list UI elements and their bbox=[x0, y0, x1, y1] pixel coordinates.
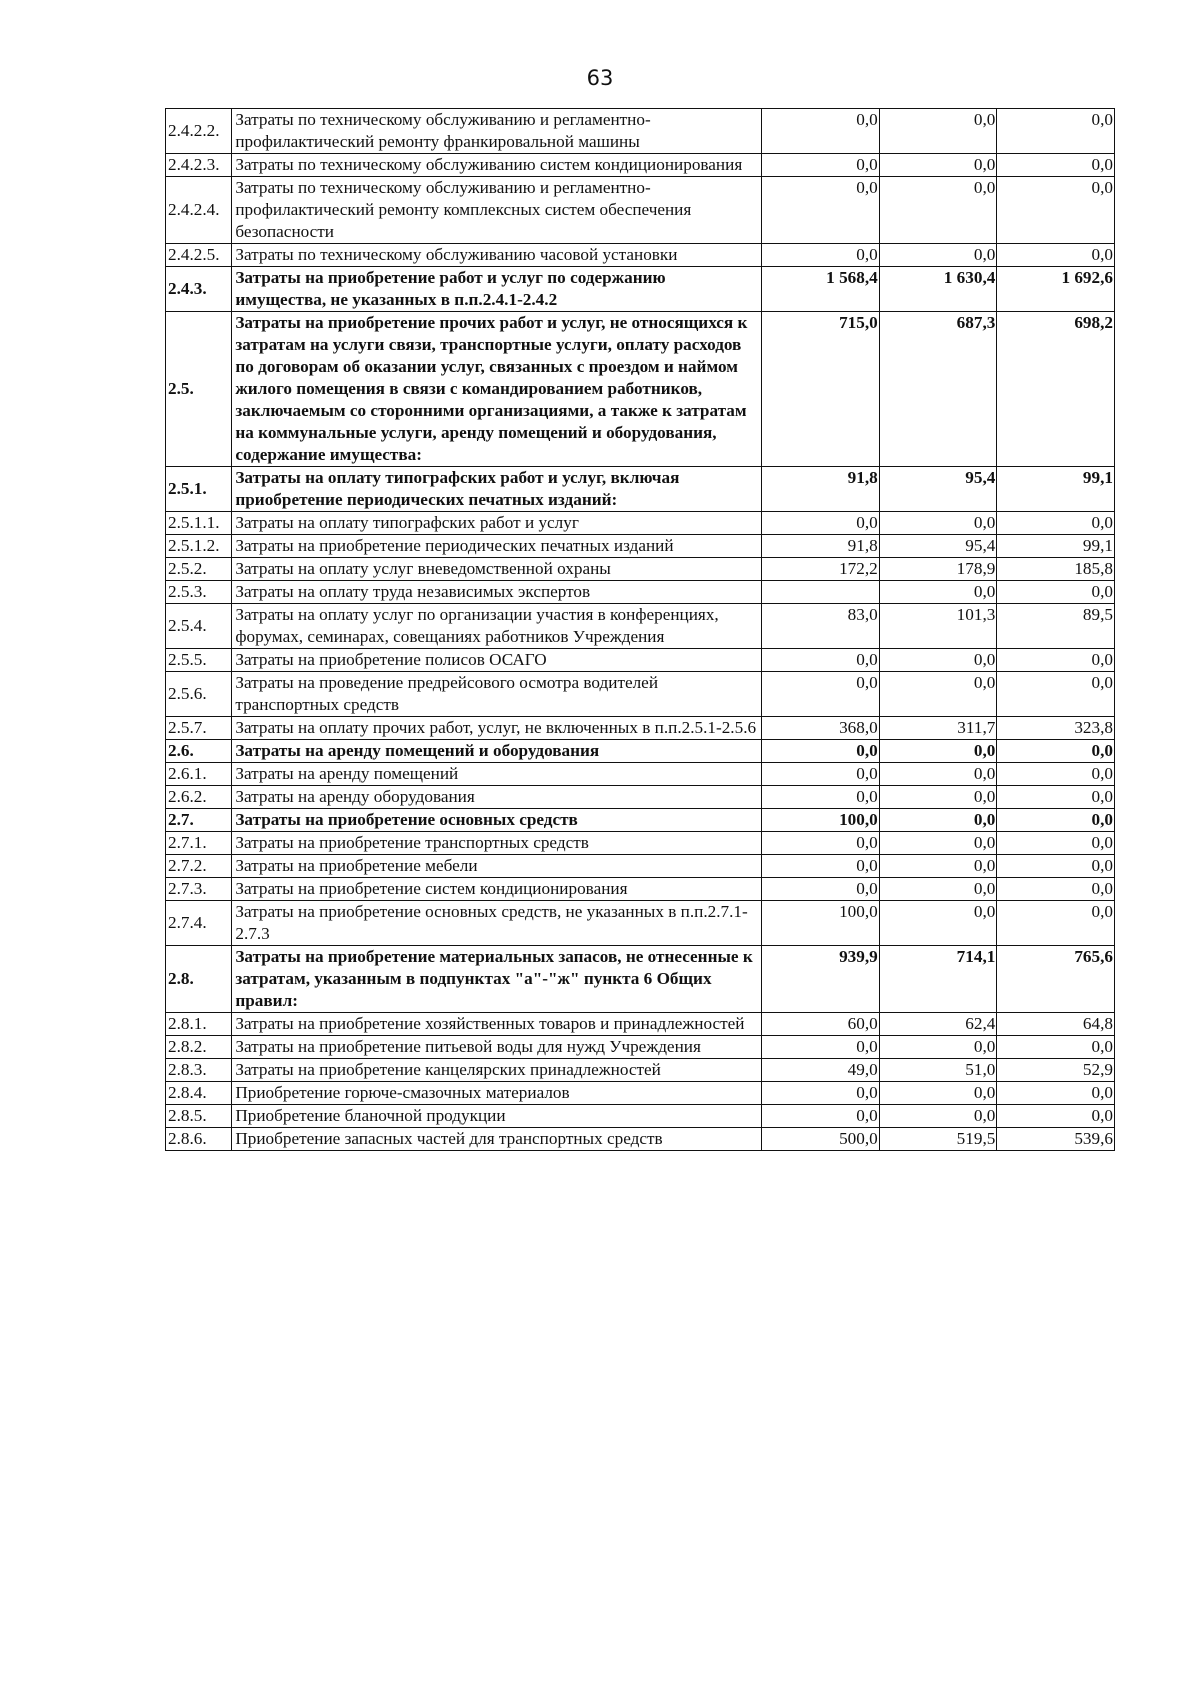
row-value-year-1: 60,0 bbox=[762, 1013, 880, 1036]
row-value-year-2: 0,0 bbox=[879, 672, 997, 717]
table-row bbox=[166, 786, 1115, 809]
table-row bbox=[166, 244, 1115, 267]
row-code: 2.8.6. bbox=[166, 1128, 232, 1151]
row-description: Затраты по техническому обслуживанию систем кондиционирования bbox=[232, 154, 762, 177]
row-description: Затраты на оплату типографских работ и услуг bbox=[232, 512, 762, 535]
row-code: 2.6.2. bbox=[166, 786, 232, 809]
row-description: Затраты на оплату услуг по организации участия в конференциях, форумах, семинарах, совещаниях работников Учреждения bbox=[232, 604, 762, 649]
row-code: 2.4.2.2. bbox=[166, 109, 232, 154]
row-code: 2.6.1. bbox=[166, 763, 232, 786]
row-description: Затраты на приобретение канцелярских принадлежностей bbox=[232, 1059, 762, 1082]
table-row bbox=[166, 535, 1115, 558]
row-description: Затраты на приобретение питьевой воды для нужд Учреждения bbox=[232, 1036, 762, 1059]
row-code: 2.6. bbox=[166, 740, 232, 763]
row-value-year-1: 1 568,4 bbox=[762, 267, 880, 312]
row-code: 2.5.3. bbox=[166, 581, 232, 604]
row-value-year-2: 0,0 bbox=[879, 581, 997, 604]
row-code: 2.4.2.5. bbox=[166, 244, 232, 267]
row-value-year-1: 0,0 bbox=[762, 512, 880, 535]
row-value-year-3: 0,0 bbox=[997, 1082, 1115, 1105]
row-code: 2.5. bbox=[166, 312, 232, 467]
row-value-year-3: 52,9 bbox=[997, 1059, 1115, 1082]
row-value-year-2: 0,0 bbox=[879, 740, 997, 763]
row-description: Затраты на приобретение мебели bbox=[232, 855, 762, 878]
row-description: Затраты на приобретение хозяйственных товаров и принадлежностей bbox=[232, 1013, 762, 1036]
table-row bbox=[166, 809, 1115, 832]
table-row bbox=[166, 558, 1115, 581]
row-value-year-1: 368,0 bbox=[762, 717, 880, 740]
row-value-year-2: 101,3 bbox=[879, 604, 997, 649]
row-value-year-2: 0,0 bbox=[879, 901, 997, 946]
table-row bbox=[166, 512, 1115, 535]
row-value-year-1: 0,0 bbox=[762, 109, 880, 154]
row-description: Затраты на приобретение периодических печатных изданий bbox=[232, 535, 762, 558]
row-value-year-2: 95,4 bbox=[879, 535, 997, 558]
row-value-year-3: 0,0 bbox=[997, 581, 1115, 604]
row-value-year-3: 89,5 bbox=[997, 604, 1115, 649]
row-value-year-2: 0,0 bbox=[879, 855, 997, 878]
row-value-year-2: 178,9 bbox=[879, 558, 997, 581]
row-value-year-3: 1 692,6 bbox=[997, 267, 1115, 312]
row-value-year-2: 311,7 bbox=[879, 717, 997, 740]
table-row bbox=[166, 763, 1115, 786]
row-value-year-1: 0,0 bbox=[762, 154, 880, 177]
table-row bbox=[166, 1013, 1115, 1036]
table-row bbox=[166, 1059, 1115, 1082]
row-value-year-3: 0,0 bbox=[997, 177, 1115, 244]
row-value-year-3: 323,8 bbox=[997, 717, 1115, 740]
page-number: 63 bbox=[586, 66, 614, 90]
row-value-year-3: 0,0 bbox=[997, 832, 1115, 855]
row-value-year-1: 500,0 bbox=[762, 1128, 880, 1151]
row-description: Затраты на приобретение транспортных средств bbox=[232, 832, 762, 855]
row-description: Затраты на приобретение прочих работ и услуг, не относящихся к затратам на услуги связи, транспортные услуги, оплату расходов по договорам об оказании услуг, связанных с проездом и наймом жилого помещения в связи с командированием работников, заключаемым со сторонними организациями, а также к затратам на коммунальные услуги, аренду помещений и оборудования, содержание имущества: bbox=[232, 312, 762, 467]
row-value-year-3: 0,0 bbox=[997, 878, 1115, 901]
row-value-year-1: 0,0 bbox=[762, 763, 880, 786]
row-value-year-2: 0,0 bbox=[879, 1082, 997, 1105]
row-value-year-1: 91,8 bbox=[762, 467, 880, 512]
row-value-year-1: 0,0 bbox=[762, 649, 880, 672]
row-code: 2.5.5. bbox=[166, 649, 232, 672]
row-value-year-1: 0,0 bbox=[762, 177, 880, 244]
table-row bbox=[166, 177, 1115, 244]
row-value-year-3: 0,0 bbox=[997, 109, 1115, 154]
table-row bbox=[166, 154, 1115, 177]
table-row bbox=[166, 878, 1115, 901]
row-value-year-2: 0,0 bbox=[879, 786, 997, 809]
row-description: Приобретение запасных частей для транспортных средств bbox=[232, 1128, 762, 1151]
row-description: Затраты по техническому обслуживанию часовой установки bbox=[232, 244, 762, 267]
row-value-year-3: 0,0 bbox=[997, 649, 1115, 672]
row-value-year-3: 0,0 bbox=[997, 740, 1115, 763]
row-value-year-3: 765,6 bbox=[997, 946, 1115, 1013]
row-code: 2.8.4. bbox=[166, 1082, 232, 1105]
row-description: Затраты на приобретение полисов ОСАГО bbox=[232, 649, 762, 672]
row-value-year-3: 0,0 bbox=[997, 901, 1115, 946]
row-value-year-1: 172,2 bbox=[762, 558, 880, 581]
row-description: Затраты по техническому обслуживанию и регламентно-профилактический ремонту комплексных систем обеспечения безопасности bbox=[232, 177, 762, 244]
row-code: 2.5.1.2. bbox=[166, 535, 232, 558]
row-value-year-3: 64,8 bbox=[997, 1013, 1115, 1036]
row-value-year-3: 185,8 bbox=[997, 558, 1115, 581]
table-row bbox=[166, 717, 1115, 740]
row-value-year-2: 0,0 bbox=[879, 154, 997, 177]
row-description: Затраты на аренду помещений bbox=[232, 763, 762, 786]
cost-table bbox=[165, 108, 1115, 1151]
row-description: Затраты на приобретение материальных запасов, не отнесенные к затратам, указанным в подпунктах "а"-"ж" пункта 6 Общих правил: bbox=[232, 946, 762, 1013]
row-code: 2.8. bbox=[166, 946, 232, 1013]
row-code: 2.7.3. bbox=[166, 878, 232, 901]
row-value-year-3: 0,0 bbox=[997, 786, 1115, 809]
row-description: Затраты на приобретение систем кондиционирования bbox=[232, 878, 762, 901]
row-code: 2.5.4. bbox=[166, 604, 232, 649]
row-description: Затраты на аренду помещений и оборудования bbox=[232, 740, 762, 763]
row-description: Затраты на приобретение основных средств, не указанных в п.п.2.7.1-2.7.3 bbox=[232, 901, 762, 946]
row-value-year-3: 539,6 bbox=[997, 1128, 1115, 1151]
row-value-year-2: 0,0 bbox=[879, 1105, 997, 1128]
row-code: 2.8.5. bbox=[166, 1105, 232, 1128]
row-code: 2.5.6. bbox=[166, 672, 232, 717]
row-value-year-1: 49,0 bbox=[762, 1059, 880, 1082]
row-value-year-3: 99,1 bbox=[997, 535, 1115, 558]
row-code: 2.7.1. bbox=[166, 832, 232, 855]
row-description: Затраты на аренду оборудования bbox=[232, 786, 762, 809]
row-code: 2.5.1.1. bbox=[166, 512, 232, 535]
table-row bbox=[166, 581, 1115, 604]
row-value-year-3: 698,2 bbox=[997, 312, 1115, 467]
row-description: Затраты на оплату типографских работ и услуг, включая приобретение периодических печатных изданий: bbox=[232, 467, 762, 512]
table-row bbox=[166, 672, 1115, 717]
row-description: Приобретение бланочной продукции bbox=[232, 1105, 762, 1128]
row-value-year-1: 0,0 bbox=[762, 1036, 880, 1059]
row-value-year-1: 91,8 bbox=[762, 535, 880, 558]
table-row bbox=[166, 467, 1115, 512]
table-row bbox=[166, 740, 1115, 763]
row-code: 2.4.3. bbox=[166, 267, 232, 312]
row-value-year-1: 0,0 bbox=[762, 878, 880, 901]
row-value-year-1: 0,0 bbox=[762, 1082, 880, 1105]
row-description: Приобретение горюче-смазочных материалов bbox=[232, 1082, 762, 1105]
table-row bbox=[166, 1036, 1115, 1059]
row-description: Затраты на оплату услуг вневедомственной охраны bbox=[232, 558, 762, 581]
table-row bbox=[166, 604, 1115, 649]
table-row bbox=[166, 1128, 1115, 1151]
row-code: 2.7.2. bbox=[166, 855, 232, 878]
row-description: Затраты по техническому обслуживанию и регламентно-профилактический ремонту франкировальной машины bbox=[232, 109, 762, 154]
cost-table-body bbox=[166, 109, 1115, 1151]
row-description: Затраты на приобретение работ и услуг по содержанию имущества, не указанных в п.п.2.4.1-2.4.2 bbox=[232, 267, 762, 312]
row-value-year-2: 0,0 bbox=[879, 1036, 997, 1059]
row-value-year-2: 62,4 bbox=[879, 1013, 997, 1036]
row-value-year-1: 100,0 bbox=[762, 809, 880, 832]
table-row bbox=[166, 649, 1115, 672]
row-code: 2.8.2. bbox=[166, 1036, 232, 1059]
row-value-year-2: 95,4 bbox=[879, 467, 997, 512]
row-value-year-2: 0,0 bbox=[879, 832, 997, 855]
row-value-year-2: 0,0 bbox=[879, 109, 997, 154]
table-row bbox=[166, 1105, 1115, 1128]
row-code: 2.8.1. bbox=[166, 1013, 232, 1036]
row-value-year-2: 0,0 bbox=[879, 512, 997, 535]
row-value-year-2: 687,3 bbox=[879, 312, 997, 467]
row-value-year-3: 0,0 bbox=[997, 809, 1115, 832]
row-description: Затраты на проведение предрейсового осмотра водителей транспортных средств bbox=[232, 672, 762, 717]
row-value-year-2: 0,0 bbox=[879, 763, 997, 786]
row-description: Затраты на оплату прочих работ, услуг, не включенных в п.п.2.5.1-2.5.6 bbox=[232, 717, 762, 740]
row-value-year-1: 0,0 bbox=[762, 832, 880, 855]
row-value-year-3: 0,0 bbox=[997, 1105, 1115, 1128]
row-value-year-3: 0,0 bbox=[997, 763, 1115, 786]
row-value-year-2: 51,0 bbox=[879, 1059, 997, 1082]
row-code: 2.4.2.4. bbox=[166, 177, 232, 244]
row-value-year-2: 714,1 bbox=[879, 946, 997, 1013]
table-row bbox=[166, 109, 1115, 154]
row-value-year-1: 0,0 bbox=[762, 740, 880, 763]
row-value-year-3: 0,0 bbox=[997, 855, 1115, 878]
table-row bbox=[166, 1082, 1115, 1105]
row-value-year-2: 0,0 bbox=[879, 809, 997, 832]
row-value-year-3: 0,0 bbox=[997, 512, 1115, 535]
row-value-year-3: 0,0 bbox=[997, 1036, 1115, 1059]
table-row bbox=[166, 946, 1115, 1013]
row-value-year-1 bbox=[762, 581, 880, 604]
row-value-year-1: 0,0 bbox=[762, 1105, 880, 1128]
row-value-year-1: 715,0 bbox=[762, 312, 880, 467]
row-value-year-3: 0,0 bbox=[997, 244, 1115, 267]
row-value-year-2: 519,5 bbox=[879, 1128, 997, 1151]
table-row bbox=[166, 855, 1115, 878]
row-value-year-1: 100,0 bbox=[762, 901, 880, 946]
row-value-year-2: 1 630,4 bbox=[879, 267, 997, 312]
row-value-year-1: 83,0 bbox=[762, 604, 880, 649]
table-row bbox=[166, 312, 1115, 467]
row-code: 2.7. bbox=[166, 809, 232, 832]
row-code: 2.7.4. bbox=[166, 901, 232, 946]
row-value-year-1: 0,0 bbox=[762, 244, 880, 267]
row-code: 2.4.2.3. bbox=[166, 154, 232, 177]
row-value-year-3: 0,0 bbox=[997, 672, 1115, 717]
row-value-year-3: 0,0 bbox=[997, 154, 1115, 177]
row-value-year-1: 939,9 bbox=[762, 946, 880, 1013]
row-code: 2.5.7. bbox=[166, 717, 232, 740]
row-code: 2.5.2. bbox=[166, 558, 232, 581]
row-description: Затраты на приобретение основных средств bbox=[232, 809, 762, 832]
table-row bbox=[166, 901, 1115, 946]
row-value-year-2: 0,0 bbox=[879, 177, 997, 244]
table-row bbox=[166, 267, 1115, 312]
row-code: 2.5.1. bbox=[166, 467, 232, 512]
row-value-year-2: 0,0 bbox=[879, 878, 997, 901]
row-value-year-2: 0,0 bbox=[879, 649, 997, 672]
row-value-year-1: 0,0 bbox=[762, 855, 880, 878]
row-description: Затраты на оплату труда независимых экспертов bbox=[232, 581, 762, 604]
row-value-year-1: 0,0 bbox=[762, 672, 880, 717]
row-value-year-3: 99,1 bbox=[997, 467, 1115, 512]
row-value-year-2: 0,0 bbox=[879, 244, 997, 267]
row-value-year-1: 0,0 bbox=[762, 786, 880, 809]
table-row bbox=[166, 832, 1115, 855]
row-code: 2.8.3. bbox=[166, 1059, 232, 1082]
